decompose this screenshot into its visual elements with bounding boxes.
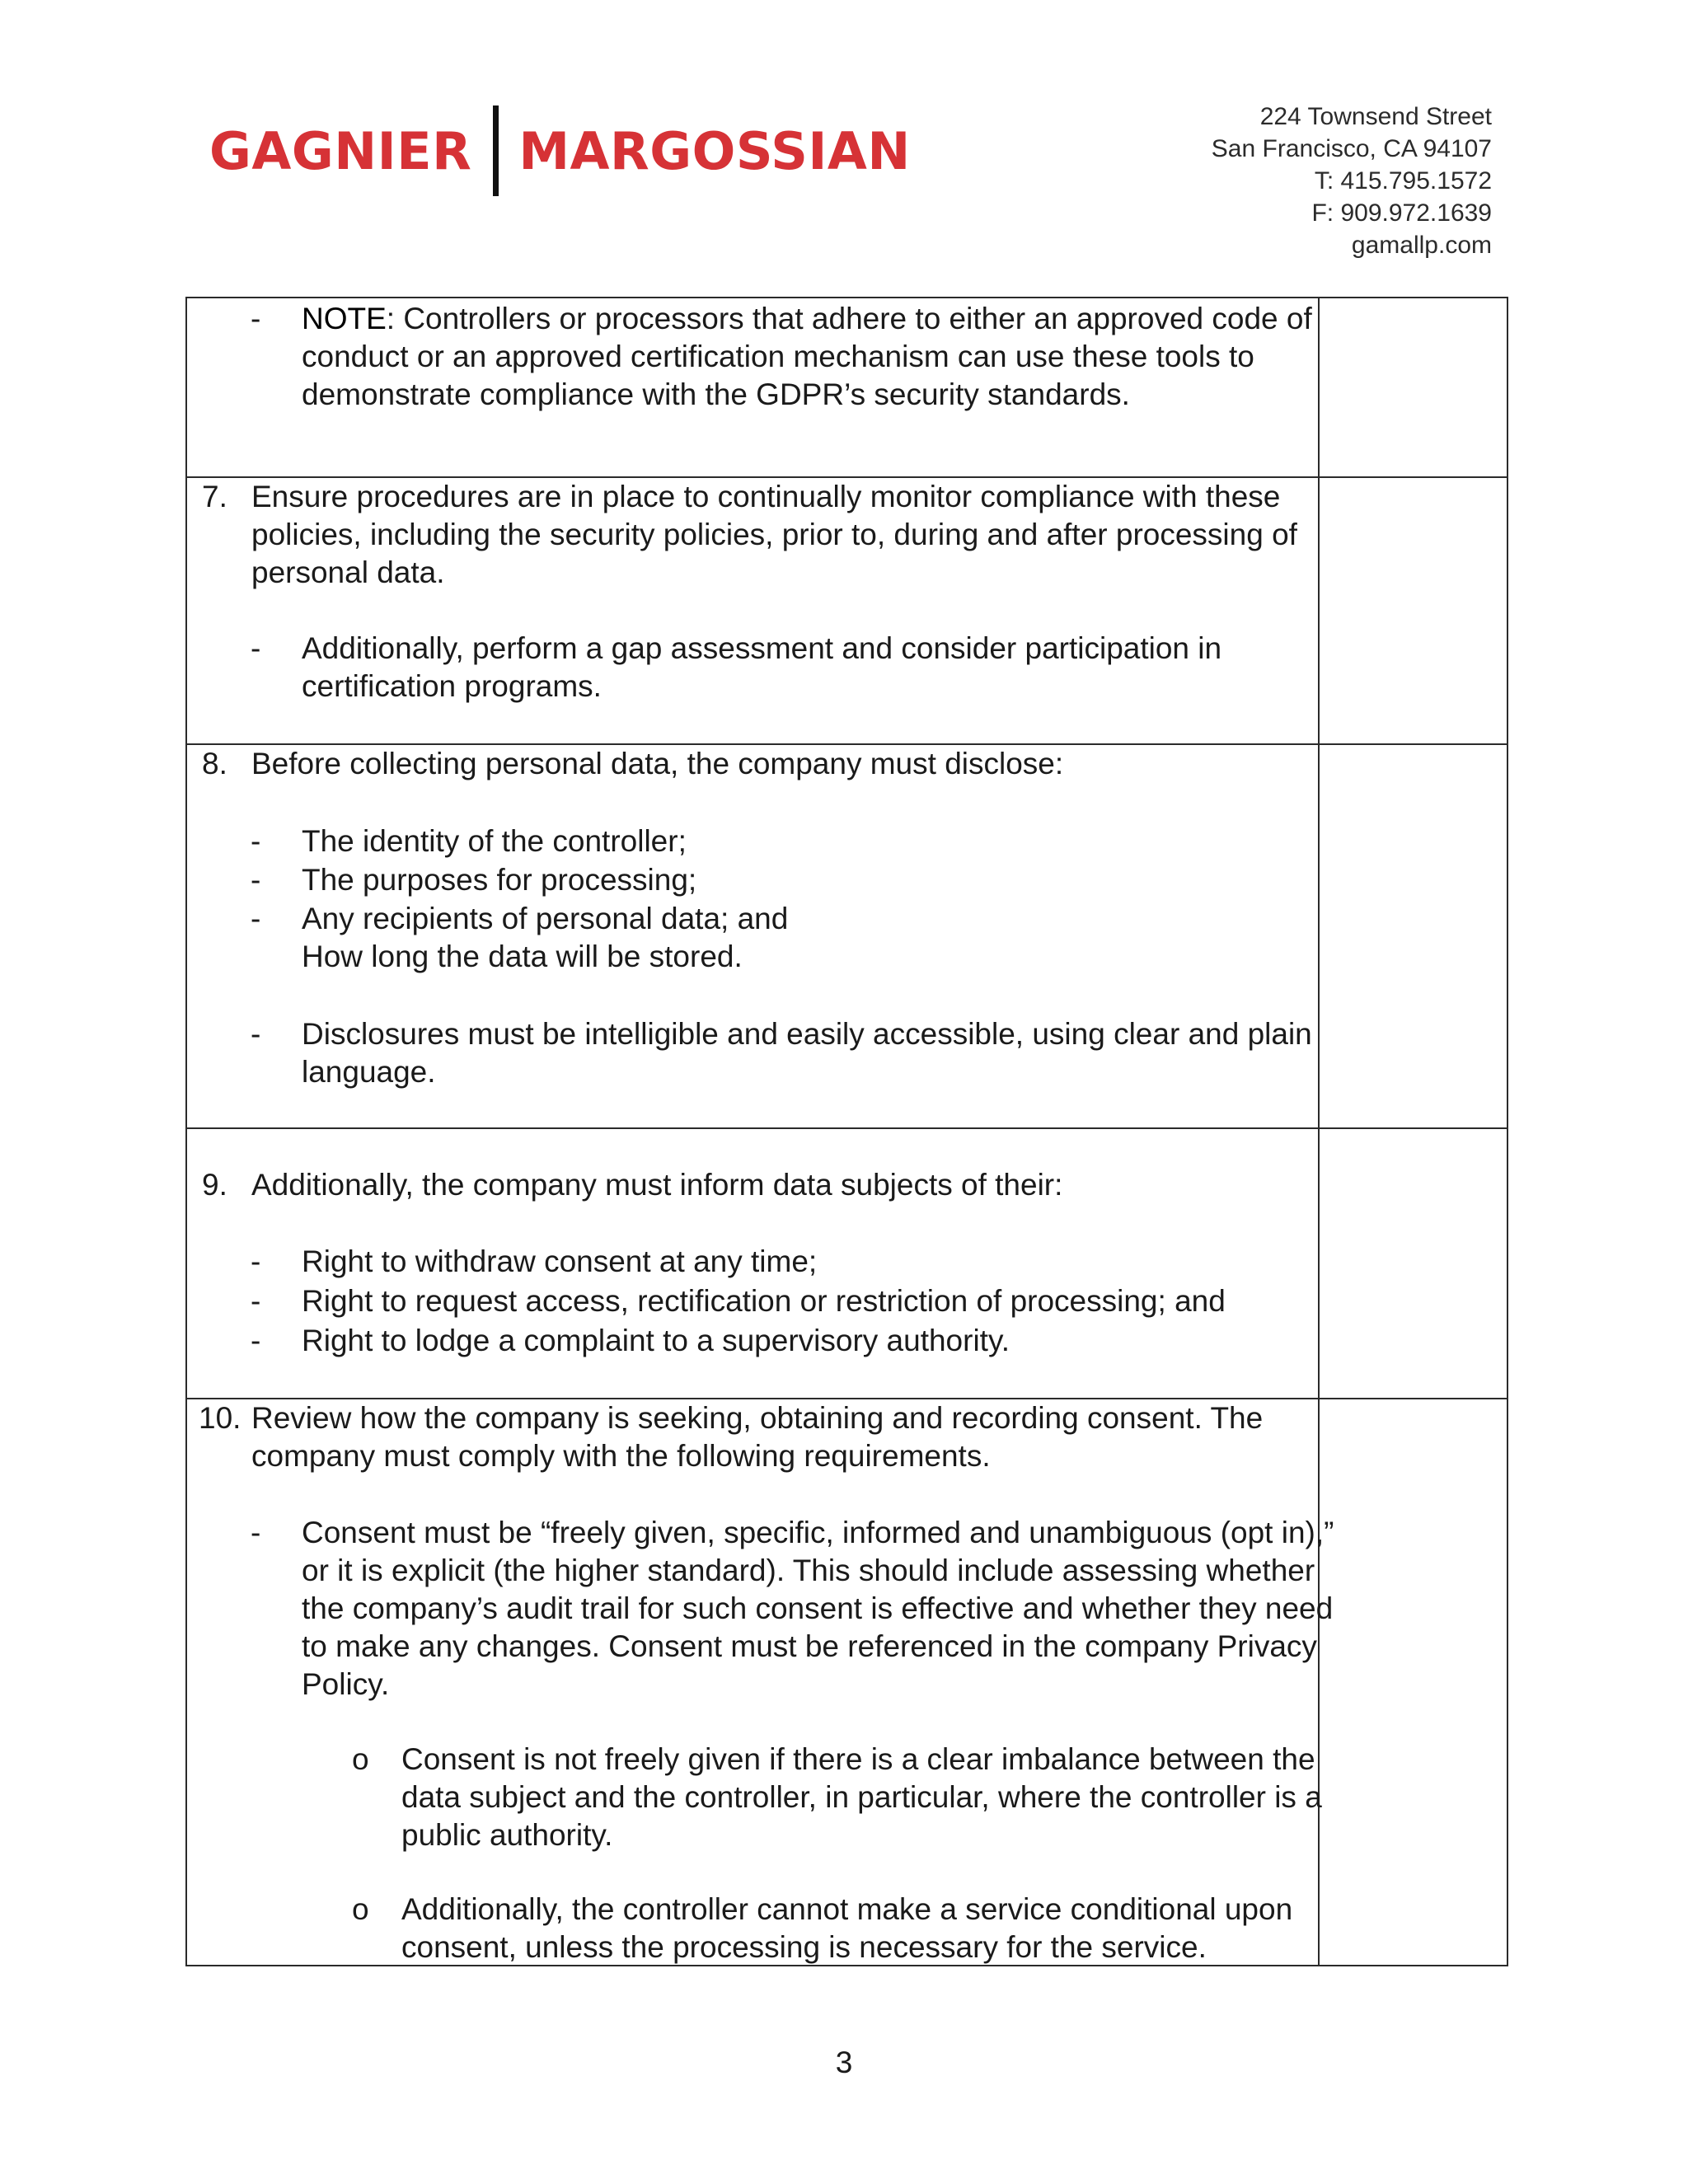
firm-logo (209, 105, 911, 196)
item8-bullet-4-line-2: language. (302, 1055, 436, 1089)
dash-bullet: - (251, 631, 261, 665)
dash-bullet: - (251, 1244, 261, 1278)
table-row (187, 298, 1507, 476)
table-row (187, 743, 1507, 1127)
item7-bullet-line-2: certification programs. (302, 669, 602, 703)
item9-bullet-3: Right to lodge a complaint to a supervisory authority. (302, 1324, 1010, 1357)
item10-bullet-line-5: Policy. (302, 1667, 390, 1701)
dash-bullet: - (251, 1516, 261, 1549)
checklist-table (185, 297, 1508, 1966)
dash-bullet: - (251, 902, 261, 935)
dash-bullet: - (251, 824, 261, 858)
address-phone: T: 415.795.1572 (1314, 167, 1492, 194)
item-cell (187, 298, 1320, 476)
item10-sub2-line-2: consent, unless the processing is necessary for the service. (401, 1930, 1207, 1964)
item7-line-2: policies, including the security policies, prior to, during and after processing of (251, 518, 1297, 551)
dash-bullet: - (251, 1324, 261, 1357)
item-number: 10. (199, 1401, 241, 1435)
circle-bullet: o (352, 1892, 369, 1926)
item-cell (187, 478, 1320, 743)
page-number: 3 (835, 2046, 853, 2079)
item9-intro: Additionally, the company must inform data subjects of their: (251, 1168, 1063, 1202)
item8-bullet-1: The identity of the controller; (302, 824, 687, 858)
item-number: 9. (202, 1168, 227, 1202)
logo-margossian: MARGOSSIAN (518, 120, 911, 181)
item-cell (187, 1399, 1334, 1965)
address-fax: F: 909.972.1639 (1311, 199, 1492, 227)
address-website: gamallp.com (1351, 232, 1492, 259)
note-label: NOTE (302, 302, 387, 335)
item8-intro: Before collecting personal data, the company must disclose: (251, 747, 1064, 780)
table-row (187, 476, 1507, 743)
item-number: 8. (202, 747, 227, 780)
item8-bullet-3-cont: How long the data will be stored. (302, 940, 743, 973)
address-city: San Francisco, CA 94107 (1211, 135, 1492, 162)
item9-bullet-1: Right to withdraw consent at any time; (302, 1244, 818, 1278)
table-row (187, 1398, 1507, 1965)
item10-line-2: company must comply with the following requirements. (251, 1439, 991, 1473)
item10-bullet-line-4: to make any changes. Consent must be referenced in the company Privacy (302, 1629, 1317, 1663)
status-cell (1320, 1399, 1507, 1965)
item8-bullet-4-line-1: Disclosures must be intelligible and easily accessible, using clear and plain (302, 1017, 1312, 1051)
item10-line-1: Review how the company is seeking, obtaining and recording consent. The (251, 1401, 1264, 1435)
item-cell (187, 745, 1320, 1127)
circle-bullet: o (352, 1742, 369, 1776)
status-cell (1320, 745, 1507, 1127)
dash-bullet: - (251, 302, 261, 335)
item10-sub1-line-2: data subject and the controller, in particular, where the controller is a (401, 1780, 1322, 1814)
item-number: 7. (202, 480, 227, 513)
dash-bullet: - (251, 1017, 261, 1051)
firm-address (1212, 101, 1492, 261)
item10-sub1-line-1: Consent is not freely given if there is a clear imbalance between the (401, 1742, 1315, 1776)
logo-divider (493, 105, 499, 196)
status-cell (1320, 478, 1507, 743)
status-cell (1320, 298, 1507, 476)
item10-sub1-line-3: public authority. (401, 1818, 613, 1852)
dash-bullet: - (251, 863, 261, 897)
item-cell (187, 1129, 1320, 1398)
address-street: 224 Townsend Street (1259, 103, 1492, 130)
dash-bullet: - (251, 1284, 261, 1318)
status-cell (1320, 1129, 1507, 1398)
item8-bullet-2: The purposes for processing; (302, 863, 697, 897)
note-line-1: NOTE: Controllers or processors that adhere to either an approved code of (302, 302, 1312, 335)
note-line-3: demonstrate compliance with the GDPR’s security standards. (302, 377, 1130, 411)
item7-bullet-line-1: Additionally, perform a gap assessment and consider participation in (302, 631, 1222, 665)
item10-bullet-line-3: the company’s audit trail for such consent is effective and whether they need (302, 1591, 1334, 1625)
item7-line-1: Ensure procedures are in place to continually monitor compliance with these (251, 480, 1281, 513)
table-row (187, 1127, 1507, 1398)
item10-sub2-line-1: Additionally, the controller cannot make a service conditional upon (401, 1892, 1293, 1926)
logo-gagnier: GAGNIER (209, 120, 472, 181)
note-line-2: conduct or an approved certification mechanism can use these tools to (302, 340, 1254, 373)
item10-bullet-line-1: Consent must be “freely given, specific, informed and unambiguous (opt in),” (302, 1516, 1334, 1549)
item8-bullet-3: Any recipients of personal data; and (302, 902, 789, 935)
item10-bullet-line-2: or it is explicit (the higher standard). This should include assessing whether (302, 1554, 1315, 1587)
item7-line-3: personal data. (251, 555, 445, 589)
item9-bullet-2: Right to request access, rectification or restriction of processing; and (302, 1284, 1226, 1318)
